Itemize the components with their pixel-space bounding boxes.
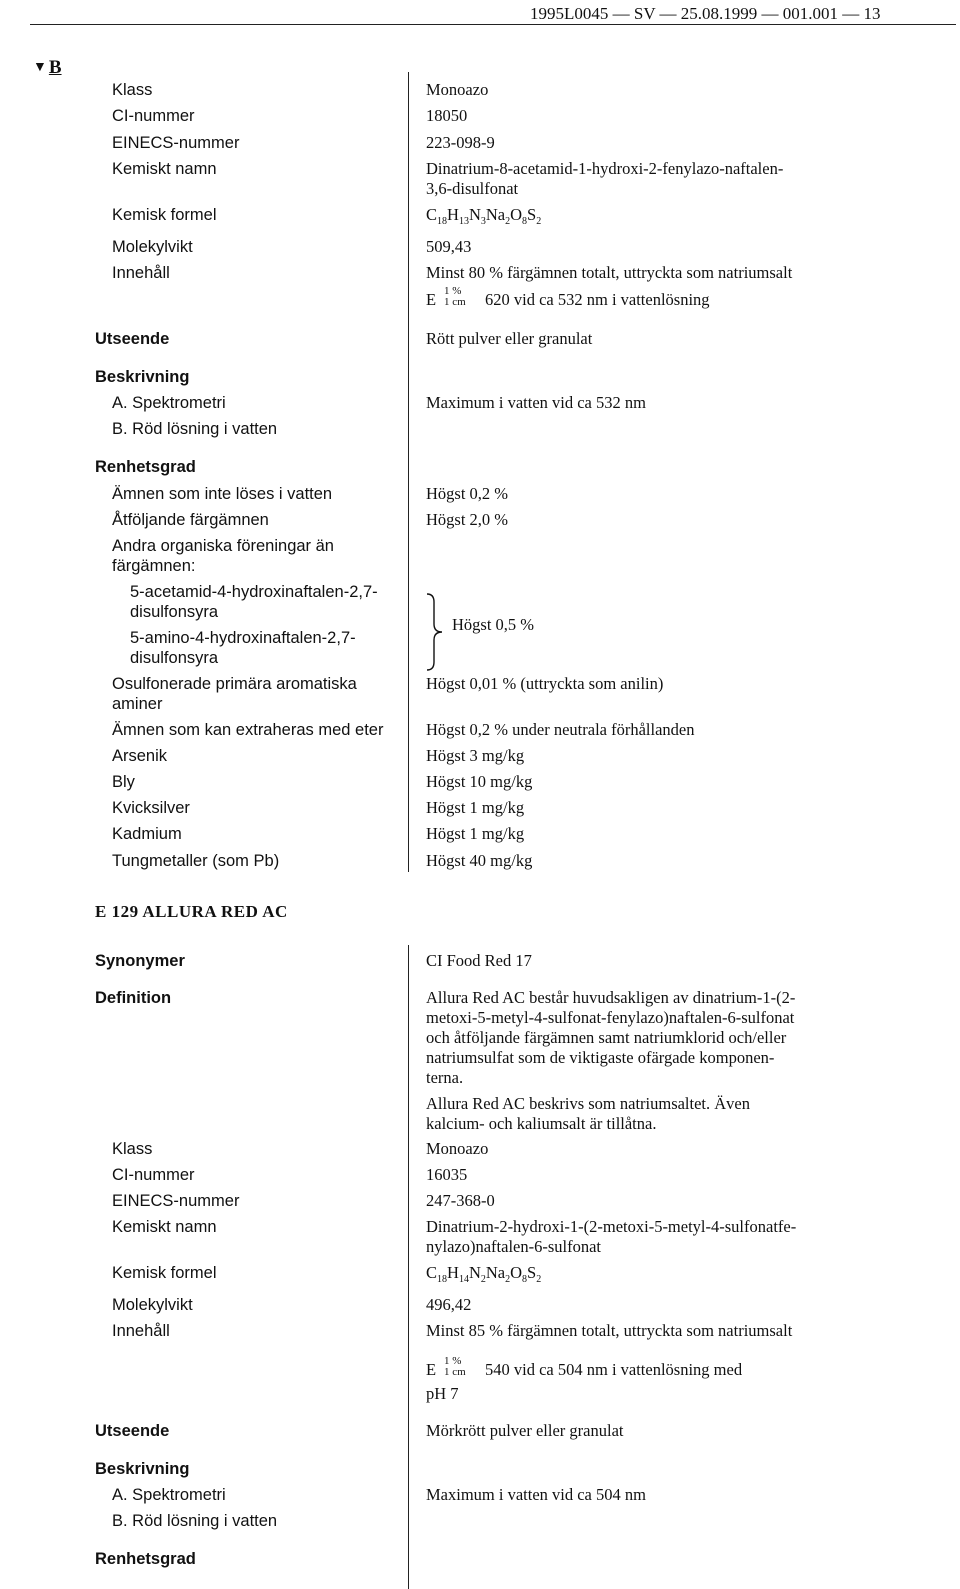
label-ci-nummer-2: CI-nummer bbox=[112, 1166, 195, 1184]
label-bly: Bly bbox=[112, 773, 135, 791]
label-kemisk-formel-2: Kemisk formel bbox=[112, 1264, 217, 1282]
value-utseende-2: Mörkrött pulver eller granulat bbox=[426, 1421, 624, 1440]
label-atfoljande: Åtföljande färgämnen bbox=[112, 511, 269, 529]
label-olosliga: Ämnen som inte löses i vatten bbox=[112, 485, 333, 503]
value-kemiskt-namn-2b: nylazo)naftalen-6-sulfonat bbox=[426, 1237, 602, 1256]
label-eter: Ämnen som kan extraheras med eter bbox=[112, 721, 384, 739]
extinction-top: 1 % bbox=[444, 285, 462, 297]
label-kvicksilver: Kvicksilver bbox=[112, 799, 190, 817]
definition2-line-1: Allura Red AC beskrivs som natriumsaltet. Även bbox=[426, 1094, 750, 1113]
section-title-e129: E 129 ALLURA RED AC bbox=[95, 902, 288, 921]
value-osulf: Högst 0,01 % (uttryckta som anilin) bbox=[426, 674, 664, 693]
definition-line-3: och åtföljande färgämnen samt natriumklorid och/eller bbox=[426, 1028, 787, 1047]
value-kemisk-formel: $C_{18}H_{13}N_3Na_2O_8S_2$ bbox=[426, 205, 542, 227]
value-klass: Monoazo bbox=[426, 80, 489, 99]
label-sub2-2: disulfonsyra bbox=[130, 649, 219, 667]
value-ci-nummer: 18050 bbox=[426, 106, 468, 125]
value-innehall: Minst 80 % färgämnen totalt, uttryckta som natriumsalt bbox=[426, 263, 793, 282]
label-osulf-2: aminer bbox=[112, 695, 163, 713]
label-andra-2: färgämnen: bbox=[112, 557, 196, 575]
label-innehall: Innehåll bbox=[112, 264, 170, 282]
running-header: 1995L0045 — SV — 25.08.1999 — 001.001 — 13 bbox=[530, 4, 881, 23]
extinction-bottom: 1 cm bbox=[444, 296, 466, 308]
label-spektrometri: A. Spektrometri bbox=[112, 394, 226, 412]
value-einecs: 223-098-9 bbox=[426, 133, 495, 152]
column-rule-2 bbox=[408, 945, 409, 1589]
extinction-e: E bbox=[426, 290, 437, 309]
value-brace: Högst 0,5 % bbox=[452, 615, 535, 634]
value-kemiskt-namn-2: 3,6-disulfonat bbox=[426, 179, 519, 198]
value-kvicksilver: Högst 1 mg/kg bbox=[426, 798, 525, 817]
label-renhetsgrad-2: Renhetsgrad bbox=[95, 1550, 196, 1568]
value-utseende: Rött pulver eller granulat bbox=[426, 329, 593, 348]
amendment-marker bbox=[33, 58, 62, 78]
label-klass-2: Klass bbox=[112, 1140, 153, 1158]
definition-line-2: metoxi-5-metyl-4-sulfonat-fenylazo)naftalen-6-sulfonat bbox=[426, 1008, 795, 1027]
label-definition: Definition bbox=[95, 989, 172, 1007]
value-molekylvikt-2: 496,42 bbox=[426, 1295, 472, 1314]
value-kemiskt-namn-2a: Dinatrium-2-hydroxi-1-(2-metoxi-5-metyl-4-sulfonatfe- bbox=[426, 1217, 797, 1236]
label-kemiskt-namn: Kemiskt namn bbox=[112, 160, 217, 178]
extinction-text: 620 vid ca 532 nm i vattenlösning bbox=[485, 290, 710, 309]
definition-line-5: terna. bbox=[426, 1068, 464, 1087]
extinction-bottom-2: 1 cm bbox=[444, 1366, 466, 1378]
triangle-down-icon: ▼ bbox=[33, 60, 47, 75]
marker-letter: B bbox=[48, 57, 62, 78]
label-einecs-2: EINECS-nummer bbox=[112, 1192, 240, 1210]
label-beskrivning: Beskrivning bbox=[95, 368, 190, 386]
value-synonymer: CI Food Red 17 bbox=[426, 951, 532, 970]
label-spektrometri-2: A. Spektrometri bbox=[112, 1486, 226, 1504]
label-molekylvikt: Molekylvikt bbox=[112, 238, 193, 256]
header-rule bbox=[30, 24, 956, 25]
label-beskrivning-2: Beskrivning bbox=[95, 1460, 190, 1478]
value-innehall-2: Minst 85 % färgämnen totalt, uttryckta som natriumsalt bbox=[426, 1321, 793, 1340]
label-synonymer: Synonymer bbox=[95, 952, 185, 970]
label-sub1-1: 5-acetamid-4-hydroxinaftalen-2,7- bbox=[130, 583, 378, 601]
label-andra-1: Andra organiska föreningar än bbox=[112, 537, 334, 555]
label-rod-losning: B. Röd lösning i vatten bbox=[112, 420, 278, 438]
value-spektrometri-2: Maximum i vatten vid ca 504 nm bbox=[426, 1485, 646, 1504]
value-kadmium: Högst 1 mg/kg bbox=[426, 824, 525, 843]
value-kemiskt-namn-1: Dinatrium-8-acetamid-1-hydroxi-2-fenylazo-naftalen- bbox=[426, 159, 784, 178]
label-einecs: EINECS-nummer bbox=[112, 134, 240, 152]
value-atfoljande: Högst 2,0 % bbox=[426, 510, 509, 529]
value-klass-2: Monoazo bbox=[426, 1139, 489, 1158]
label-kadmium: Kadmium bbox=[112, 825, 182, 843]
extinction-text-2b: pH 7 bbox=[426, 1384, 459, 1403]
definition2-line-2: kalcium- och kaliumsalt är tillåtna. bbox=[426, 1114, 657, 1133]
column-rule-1 bbox=[408, 72, 409, 872]
right-brace-icon bbox=[424, 592, 446, 672]
label-tungmetaller: Tungmetaller (som Pb) bbox=[112, 852, 280, 870]
label-molekylvikt-2: Molekylvikt bbox=[112, 1296, 193, 1314]
extinction-text-2: 540 vid ca 504 nm i vattenlösning med bbox=[485, 1360, 743, 1379]
value-olosliga: Högst 0,2 % bbox=[426, 484, 509, 503]
label-osulf-1: Osulfonerade primära aromatiska bbox=[112, 675, 357, 693]
definition-line-1: Allura Red AC består huvudsakligen av dinatrium-1-(2- bbox=[426, 988, 796, 1007]
definition-line-4: natriumsulfat som de viktigaste ofärgade komponen- bbox=[426, 1048, 775, 1067]
label-utseende: Utseende bbox=[95, 330, 170, 348]
value-arsenik: Högst 3 mg/kg bbox=[426, 746, 525, 765]
value-eter: Högst 0,2 % under neutrala förhållanden bbox=[426, 720, 695, 739]
label-rod-losning-2: B. Röd lösning i vatten bbox=[112, 1512, 278, 1530]
value-ci-nummer-2: 16035 bbox=[426, 1165, 468, 1184]
label-renhetsgrad: Renhetsgrad bbox=[95, 458, 196, 476]
label-arsenik: Arsenik bbox=[112, 747, 168, 765]
extinction-e-2: E bbox=[426, 1360, 437, 1379]
value-einecs-2: 247-368-0 bbox=[426, 1191, 495, 1210]
label-ci-nummer: CI-nummer bbox=[112, 107, 195, 125]
value-spektrometri: Maximum i vatten vid ca 532 nm bbox=[426, 393, 646, 412]
label-kemiskt-namn-2: Kemiskt namn bbox=[112, 1218, 217, 1236]
label-utseende-2: Utseende bbox=[95, 1422, 170, 1440]
label-sub1-2: disulfonsyra bbox=[130, 603, 219, 621]
value-bly: Högst 10 mg/kg bbox=[426, 772, 533, 791]
label-innehall-2: Innehåll bbox=[112, 1322, 170, 1340]
value-kemisk-formel-2: $C_{18}H_{14}N_2Na_2O_8S_2$ bbox=[426, 1263, 542, 1285]
label-klass: Klass bbox=[112, 81, 153, 99]
value-molekylvikt: 509,43 bbox=[426, 237, 472, 256]
extinction-top-2: 1 % bbox=[444, 1355, 462, 1367]
value-tungmetaller: Högst 40 mg/kg bbox=[426, 851, 533, 870]
label-sub2-1: 5-amino-4-hydroxinaftalen-2,7- bbox=[130, 629, 356, 647]
label-kemisk-formel: Kemisk formel bbox=[112, 206, 217, 224]
